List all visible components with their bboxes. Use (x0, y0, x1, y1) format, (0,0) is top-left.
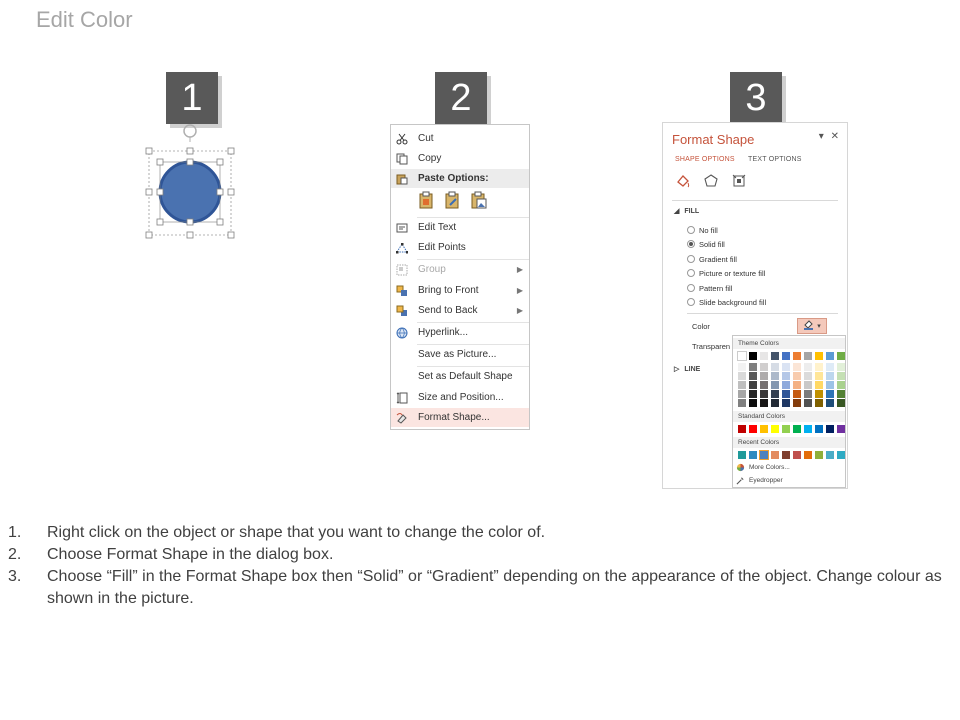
theme-shade-swatch[interactable] (771, 363, 779, 371)
edit-text-icon (395, 221, 409, 235)
format-pane-controls (819, 131, 839, 142)
radio-button-selected[interactable] (687, 240, 695, 248)
theme-shade-swatch[interactable] (760, 372, 768, 380)
standard-color-swatch[interactable] (738, 425, 746, 433)
theme-shade-swatch[interactable] (837, 399, 845, 407)
menu-item-edit-points[interactable]: Edit Points (391, 238, 529, 257)
theme-color-swatch[interactable] (738, 352, 746, 360)
edit-points-icon (395, 241, 409, 255)
radio-button[interactable] (687, 298, 695, 306)
eyedropper-link[interactable]: Eyedropper (735, 474, 783, 486)
theme-shade-swatch[interactable] (738, 390, 746, 398)
standard-color-swatch[interactable] (760, 425, 768, 433)
recent-color-swatch[interactable] (738, 451, 746, 459)
theme-shade-swatch[interactable] (749, 399, 757, 407)
scissors-icon (395, 132, 409, 146)
theme-shade-swatch[interactable] (826, 381, 834, 389)
send-to-back-icon (395, 304, 409, 318)
theme-shade-swatch[interactable] (804, 399, 812, 407)
color-wheel-icon (735, 462, 745, 472)
theme-shade-swatch[interactable] (837, 390, 845, 398)
instruction-item: 3. Choose “Fill” in the Format Shape box then “Solid” or “Gradient” depending on the appearance of the object. Change colour as shown in the picture. (8, 568, 942, 607)
radio-picture-texture-fill[interactable]: Picture or texture fill (687, 267, 765, 279)
menu-item-send-to-back[interactable]: Send to Back ▶ (391, 301, 529, 320)
group-icon (395, 263, 409, 277)
color-label: Color (692, 322, 710, 331)
menu-header-paste-options: Paste Options: (391, 169, 529, 188)
standard-color-swatch[interactable] (793, 425, 801, 433)
menu-item-hyperlink[interactable]: Hyperlink... (391, 323, 529, 342)
submenu-arrow-icon: ▶ (516, 286, 523, 295)
theme-shade-swatch[interactable] (738, 381, 746, 389)
color-picker-popup (732, 335, 846, 488)
close-icon[interactable]: ✕ (830, 131, 839, 142)
submenu-arrow-icon: ▶ (516, 265, 523, 274)
section-line-header[interactable]: ▷ LINE (674, 366, 701, 373)
paste-picture-icon[interactable] (469, 191, 489, 211)
instruction-item: 1. Right click on the object or shape that you want to change the color of. (8, 524, 546, 541)
tab-text-options[interactable]: TEXT OPTIONS (748, 156, 802, 163)
theme-shade-swatch[interactable] (760, 363, 768, 371)
transparency-label: Transparen (692, 342, 731, 351)
section-fill-header[interactable]: ◢ FILL (674, 208, 700, 215)
theme-shade-swatch[interactable] (738, 399, 746, 407)
rotate-handle-icon (184, 125, 196, 137)
expand-triangle-icon: ▷ (674, 366, 680, 373)
recent-color-swatch[interactable] (826, 451, 834, 459)
menu-item-size-position[interactable]: Size and Position... (391, 388, 529, 407)
recent-color-swatch[interactable] (793, 451, 801, 459)
theme-shade-swatch[interactable] (815, 381, 823, 389)
menu-item-edit-text[interactable]: Edit Text (391, 218, 529, 237)
theme-color-swatch[interactable] (793, 352, 801, 360)
circle-shape-illustration[interactable] (140, 120, 240, 240)
eyedropper-icon (735, 475, 745, 485)
standard-color-swatch[interactable] (815, 425, 823, 433)
instruction-item: 2. Choose Format Shape in the dialog box. (8, 546, 334, 563)
radio-solid-fill[interactable]: Solid fill (687, 238, 725, 250)
recent-color-swatch[interactable] (771, 451, 779, 459)
theme-shade-swatch[interactable] (826, 399, 834, 407)
menu-item-copy[interactable]: Copy (391, 149, 529, 168)
theme-shade-swatch[interactable] (804, 372, 812, 380)
copy-icon (395, 152, 409, 166)
paste-options-row (417, 191, 489, 211)
theme-shade-swatch[interactable] (804, 363, 812, 371)
theme-shade-swatch[interactable] (793, 372, 801, 380)
theme-shade-swatch[interactable] (826, 390, 834, 398)
theme-colors-header: Theme Colors (733, 338, 845, 349)
theme-shade-swatch[interactable] (826, 372, 834, 380)
theme-shade-swatch[interactable] (837, 372, 845, 380)
theme-shade-swatch[interactable] (749, 372, 757, 380)
radio-pattern-fill[interactable]: Pattern fill (687, 282, 732, 294)
recent-color-swatch[interactable] (804, 451, 812, 459)
step-badge-2: 2 (435, 72, 487, 124)
theme-shade-swatch[interactable] (738, 363, 746, 371)
theme-shade-swatch[interactable] (749, 363, 757, 371)
tab-shape-options[interactable]: SHAPE OPTIONS (675, 156, 735, 163)
theme-shade-swatch[interactable] (793, 399, 801, 407)
standard-colors-header: Standard Colors (733, 411, 845, 422)
selected-shape[interactable] (140, 120, 240, 240)
chevron-down-icon: ▾ (817, 323, 821, 330)
recent-color-swatch[interactable] (837, 451, 845, 459)
format-shape-icon (395, 411, 409, 425)
radio-gradient-fill[interactable]: Gradient fill (687, 253, 737, 265)
paint-bucket-icon (803, 317, 815, 335)
size-position-icon (395, 391, 409, 405)
recent-color-swatch[interactable] (760, 451, 768, 459)
collapse-triangle-icon: ◢ (674, 208, 680, 215)
radio-button[interactable] (687, 284, 695, 292)
theme-shade-swatch[interactable] (760, 381, 768, 389)
theme-color-swatch[interactable] (749, 352, 757, 360)
standard-color-swatch[interactable] (771, 425, 779, 433)
menu-item-set-default-shape[interactable]: Set as Default Shape (418, 371, 513, 382)
theme-shade-swatch[interactable] (782, 399, 790, 407)
format-category-icons (675, 173, 747, 189)
theme-shade-swatch[interactable] (771, 372, 779, 380)
theme-color-swatch[interactable] (815, 352, 823, 360)
theme-shade-swatch[interactable] (815, 399, 823, 407)
theme-shade-swatch[interactable] (804, 390, 812, 398)
instructions-list (8, 522, 948, 610)
pane-options-dropdown-icon[interactable]: ▾ (818, 131, 824, 142)
step-badge-3: 3 (730, 72, 782, 124)
menu-item-group: Group ▶ (391, 260, 529, 279)
standard-color-swatch[interactable] (804, 425, 812, 433)
more-colors-link[interactable]: More Colors... (735, 461, 790, 473)
fill-color-button[interactable] (797, 318, 827, 334)
standard-color-swatch[interactable] (837, 425, 845, 433)
step-badge-1: 1 (166, 72, 218, 124)
theme-shade-swatch[interactable] (837, 381, 845, 389)
recent-color-swatch[interactable] (749, 451, 757, 459)
theme-shade-swatch[interactable] (804, 381, 812, 389)
theme-shade-swatch[interactable] (793, 381, 801, 389)
theme-shade-swatch[interactable] (815, 390, 823, 398)
radio-no-fill[interactable]: No fill (687, 224, 718, 236)
theme-shade-swatch[interactable] (826, 363, 834, 371)
context-menu (390, 124, 530, 430)
slide-title: Edit Color (36, 7, 133, 32)
standard-color-swatch[interactable] (826, 425, 834, 433)
paste-icon (395, 172, 409, 186)
theme-shade-swatch[interactable] (738, 372, 746, 380)
circle-fill (160, 162, 220, 222)
recent-color-swatch[interactable] (782, 451, 790, 459)
theme-color-swatch[interactable] (826, 352, 834, 360)
standard-color-swatch[interactable] (782, 425, 790, 433)
theme-shade-swatch[interactable] (760, 399, 768, 407)
theme-shade-swatch[interactable] (793, 363, 801, 371)
menu-item-cut[interactable]: Cut (391, 129, 529, 148)
theme-shade-swatch[interactable] (771, 381, 779, 389)
recent-color-swatch[interactable] (815, 451, 823, 459)
hyperlink-icon (395, 326, 409, 340)
submenu-arrow-icon: ▶ (516, 306, 523, 315)
radio-slide-background-fill[interactable]: Slide background fill (687, 296, 766, 308)
bring-to-front-icon (395, 284, 409, 298)
theme-shade-swatch[interactable] (749, 381, 757, 389)
recent-colors-header: Recent Colors (733, 437, 845, 448)
theme-shade-swatch[interactable] (749, 390, 757, 398)
menu-item-format-shape[interactable]: Format Shape... (391, 408, 529, 427)
radio-button[interactable] (687, 226, 695, 234)
theme-color-swatch[interactable] (837, 352, 845, 360)
standard-color-swatch[interactable] (749, 425, 757, 433)
menu-item-bring-to-front[interactable]: Bring to Front ▶ (391, 281, 529, 300)
theme-color-swatch[interactable] (804, 352, 812, 360)
paste-keep-source-icon[interactable] (417, 191, 437, 211)
theme-color-swatch[interactable] (760, 352, 768, 360)
theme-shade-swatch[interactable] (782, 363, 790, 371)
theme-shade-swatch[interactable] (782, 372, 790, 380)
fill-line-icon[interactable] (675, 173, 691, 189)
theme-shade-swatch[interactable] (782, 381, 790, 389)
paste-destination-theme-icon[interactable] (443, 191, 463, 211)
radio-button[interactable] (687, 269, 695, 277)
theme-shade-swatch[interactable] (793, 390, 801, 398)
theme-color-swatch[interactable] (782, 352, 790, 360)
menu-item-save-as-picture[interactable]: Save as Picture... (418, 349, 497, 360)
theme-shade-swatch[interactable] (815, 363, 823, 371)
theme-shade-swatch[interactable] (760, 390, 768, 398)
theme-shade-swatch[interactable] (782, 390, 790, 398)
theme-shade-swatch[interactable] (815, 372, 823, 380)
radio-button[interactable] (687, 255, 695, 263)
format-pane-title: Format Shape (672, 132, 755, 147)
size-properties-icon[interactable] (731, 173, 747, 189)
theme-shade-swatch[interactable] (837, 363, 845, 371)
theme-shade-swatch[interactable] (771, 399, 779, 407)
effects-icon[interactable] (703, 173, 719, 189)
theme-shade-swatch[interactable] (771, 390, 779, 398)
theme-color-swatch[interactable] (771, 352, 779, 360)
